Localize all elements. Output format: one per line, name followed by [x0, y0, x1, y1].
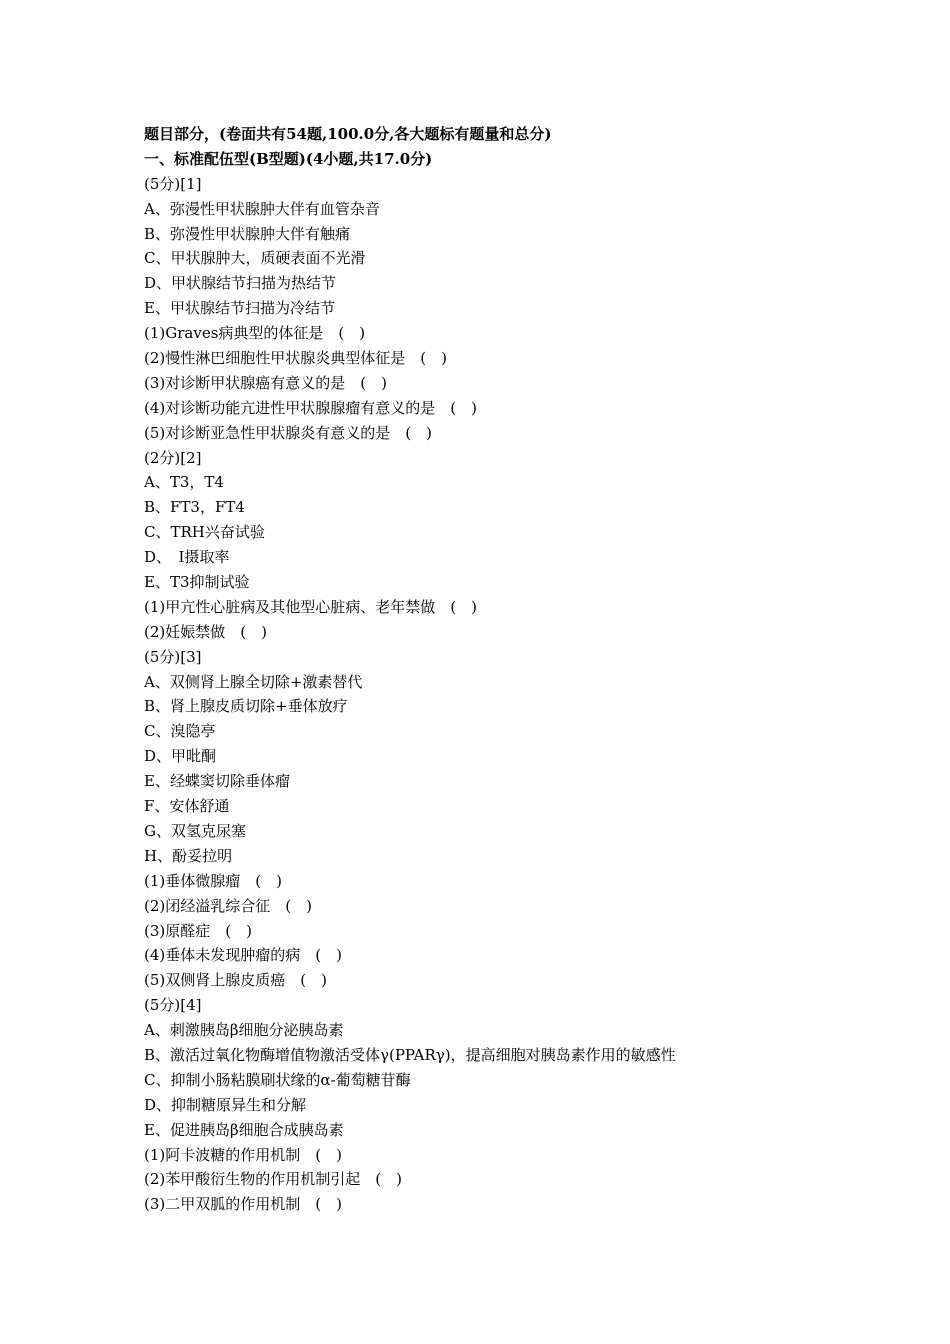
option-line: A、弥漫性甲状腺肿大伴有血管杂音 [144, 199, 380, 218]
option-line: F、安体舒通 [144, 797, 230, 816]
question-block-2 [144, 446, 844, 645]
sub-question: (3)对诊断甲状腺癌有意义的是 ( ) [144, 373, 387, 392]
sub-question: (2)妊娠禁做 ( ) [144, 622, 267, 641]
option-line: C、抑制小肠粘膜刷状缘的α-葡萄糖苷酶 [144, 1070, 411, 1089]
question-heading: (5分)[3] [144, 647, 202, 666]
sub-question: (4)垂体未发现肿瘤的病 ( ) [144, 946, 342, 965]
option-line: D、甲吡酮 [144, 747, 217, 766]
sub-question: (1)甲亢性心脏病及其他型心脏病、老年禁做 ( ) [144, 597, 477, 616]
option-line: G、双氢克尿塞 [144, 821, 246, 840]
option-line: A、T3，T4 [144, 473, 224, 492]
sub-question: (3)二甲双胍的作用机制 ( ) [144, 1195, 342, 1214]
option-line: D、 I摄取率 [144, 548, 230, 567]
question-block-3 [144, 645, 844, 993]
sub-question: (3)原醛症 ( ) [144, 921, 252, 940]
option-line: A、双侧肾上腺全切除+激素替代 [144, 672, 363, 691]
option-line: H、酚妥拉明 [144, 846, 233, 865]
sub-question: (1)垂体微腺瘤 ( ) [144, 871, 282, 890]
option-line: E、甲状腺结节扫描为冷结节 [144, 299, 335, 318]
question-block-4 [144, 993, 844, 1217]
sub-question: (5)对诊断亚急性甲状腺炎有意义的是 ( ) [144, 423, 432, 442]
question-heading: (5分)[1] [144, 174, 202, 193]
question-heading: (5分)[4] [144, 996, 202, 1015]
sub-question: (1)Graves病典型的体征是 ( ) [144, 324, 366, 343]
option-line: B、激活过氧化物酶增值物激活受体γ(PPARγ)，提高细胞对胰岛素作用的敏感性 [144, 1045, 676, 1064]
option-line: A、刺激胰岛β细胞分泌胰岛素 [144, 1021, 344, 1040]
option-line: B、弥漫性甲状腺肿大伴有触痛 [144, 224, 351, 243]
sub-question: (2)苯甲酸衍生物的作用机制引起 ( ) [144, 1170, 402, 1189]
option-line: E、T3抑制试验 [144, 573, 250, 592]
exam-page [144, 122, 844, 1217]
option-line: C、溴隐亭 [144, 722, 216, 741]
question-block-1 [144, 172, 844, 446]
sub-question: (4)对诊断功能亢进性甲状腺腺瘤有意义的是 ( ) [144, 398, 477, 417]
section-heading: 一、标准配伍型(B型题)(4小题,共17.0分) [144, 149, 433, 168]
page-title: 题目部分，(卷面共有54题,100.0分,各大题标有题量和总分) [144, 125, 552, 143]
option-line: B、肾上腺皮质切除+垂体放疗 [144, 697, 348, 716]
sub-question: (2)闭经溢乳综合征 ( ) [144, 896, 312, 915]
option-line: E、促进胰岛β细胞合成胰岛素 [144, 1120, 344, 1139]
option-line: C、TRH兴奋试验 [144, 523, 265, 542]
sub-question: (2)慢性淋巴细胞性甲状腺炎典型体征是 ( ) [144, 349, 447, 368]
option-line: C、甲状腺肿大，质硬表面不光滑 [144, 249, 366, 268]
sub-question: (1)阿卡波糖的作用机制 ( ) [144, 1145, 342, 1164]
option-line: D、抑制糖原异生和分解 [144, 1095, 307, 1114]
option-line: D、甲状腺结节扫描为热结节 [144, 274, 337, 293]
option-line: E、经蝶窦切除垂体瘤 [144, 772, 290, 791]
option-line: B、FT3，FT4 [144, 498, 245, 517]
question-heading: (2分)[2] [144, 448, 202, 467]
sub-question: (5)双侧肾上腺皮质癌 ( ) [144, 971, 327, 990]
